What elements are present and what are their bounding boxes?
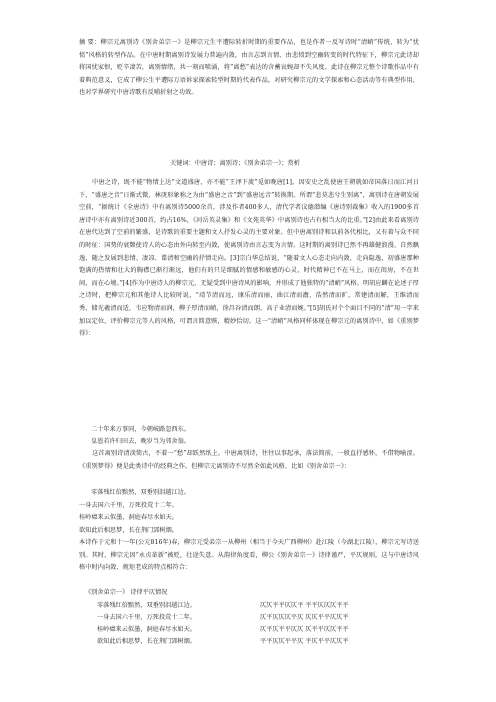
poem1-line-1: 二十年来万事同，今朝岐路忽西东。 (91, 426, 190, 433)
table-tones: 仄平仄仄仄平仄 仄仄平平仄仄平 (260, 614, 349, 621)
table-tones: 仄仄平平仄仄平 平平仄仄仄平平 (260, 602, 349, 609)
table-verse: 零落残红倍黯然，双垂别泪越江边。 (97, 602, 196, 609)
table-verse: 桂岭瘴来云似墨，洞庭春尽水如天。 (97, 626, 196, 633)
table-verse: 一身去国六千里，万死投荒十二年。 (97, 614, 196, 621)
body-paragraph-3: 本诗作于元和十一年(公元816年)春，柳宗元受弟宗一从柳州（相当于今天广西柳州）赴江陵（今湖北江陵），柳宗元写诗送别。其时，柳宗元因“永贞革新”被贬，壮途失意。从韵律角度看，柳公《别舍弟宗一》诗律谨严，平仄规则，这与中唐诗风格中时内向敛、规矩老成的特点相符合： (79, 539, 419, 572)
body-paragraph-1: 中唐之诗，既不能“物情上达”文道盛唐，亦不能“王泽下流”觅如晚唐[1]。因安史之乱使唐王朝就如帝国落日而江河日下，“盛唐之音”日渐式微，林庚形象称之为由“盛唐之音”到“盛唐远音”转换期。所谓“悲莫悲兮生别离”，离别诗在唐朝发展空前，“据统计《全唐诗》中有离别诗5000余首，涉及作者400多人，清代学者汶德潜编《唐诗别裁集》收入的1900多首唐诗中亦有离别诗近300首，约占16%，《河岳英灵集》和《文苑英华》中离别诗也占有相当大的比重。”[2]由此来看离别诗在唐代达到了空前的繁盛，是诗歌的重要主题和文人抒发心灵的主要对象。但中唐离别诗和以前各代相比，又有着与众不同的时征：国势的衰颓使诗人的心态由外向转至内敛，使离别诗由言志变为言情。这时期的离别诗已然不再雄健浪漫、自然飘逸，随之发展到悲情、凄凉、谍清和空幽的抒情走向。[3]宗白华总结说，“随着文人心态走向内敛，走向隐逸，初盛唐那种饱满的热情和壮大的胸襟已渐行渐远，他们有的只是细腻的情感和敏感的心灵，时代精神已不在马上，而在闺房，不在世间，而在心境。”[4]作为中唐诗人的柳宗元，无疑受到中唐诗风的影响，并形成了他独特的“清峭”风格。明胡应麟在论述子厚之诗时，把柳宗元和其他诗人比较时说，“靖节清而远，康乐清而丽，曲江清而澹，浩然清而旷，常建清而解，王维清而秀，储光羲清而适，韦应物清而润，柳子厚清而峭，徐昌谷清而朗，高子业清而婉。”[5]胡氏对个个面目不同的“清”用一字来加以定位，评价柳宗元等人的风格，可谓言简意赅，精妙恰切。这一“清峭”风格同样体现在柳宗元的离别诗中，如《重别梦得》： (79, 179, 419, 338)
table-tones: 仄平仄平平仄仄 仄平平仄仄平平 (260, 626, 349, 633)
table-tones: 平平仄仄平平仄 平仄平平仄仄平 (260, 638, 349, 645)
poem2-line-1: 零落残红倍黯然，双垂别泪越江边。 (91, 489, 190, 496)
abstract: 摘 要：柳宗元离别诗《别舍弟宗一》是柳宗元生平遭际转折时期的重要作品，也是作者一反写诗时“清峭”传统，转为“忧愤”风格的转型作品。在中唐时期离别诗发展力普遍内敛，由言志到言情、由悲愤到空幽转变的时代特征下，柳宗元此诗却将国忧家恨，贬辛凄苦，离别情绪，共一刻而喷涌，将“离愁”表达的含蓄哀婉却不失风度。此诗在柳宗元整个诗歌作品中有着典范意义，它成了柳公生平遭际万语诉家探索转型时期的代表作品，对研究柳宗元的文学探索和心态活动等有典型作用，也对学界研究中唐诗歌有反哺折射之功效。 (79, 39, 419, 97)
poem2-line-3: 桂岭瘴来云似墨，洞庭春尽水如天。 (79, 514, 178, 521)
body-paragraph-2: 这首离别诗清淡简古，不着一“愁”却跃然纸上。中唐离别诗，往往以事起承，落法简前，一般直抒感怀，不借物喻涩。《重别梦得》便是此类诗中的经典之作。但柳宗元离别诗不尽然全如此风格，比如《别舍弟宗一》： (79, 450, 419, 470)
poem2-line-2: 一身去国六千里，万死投荒十二年。 (79, 502, 178, 509)
table-title: 《别舍弟宗一》 诗律平仄情况 (85, 589, 168, 596)
poem2-line-4: 欲知此后相思梦，长在荆门郢树烟。 (79, 527, 178, 534)
table-verse: 欲知此后相思梦，长在荆门郢树烟。 (97, 638, 196, 645)
keywords: 关键词：中唐诗；离别诗；《别舍弟宗一》；赏析 (170, 160, 300, 167)
poem1-line-2: 皇恩若许归田去，晚岁当为邻舍翁。 (91, 438, 190, 445)
